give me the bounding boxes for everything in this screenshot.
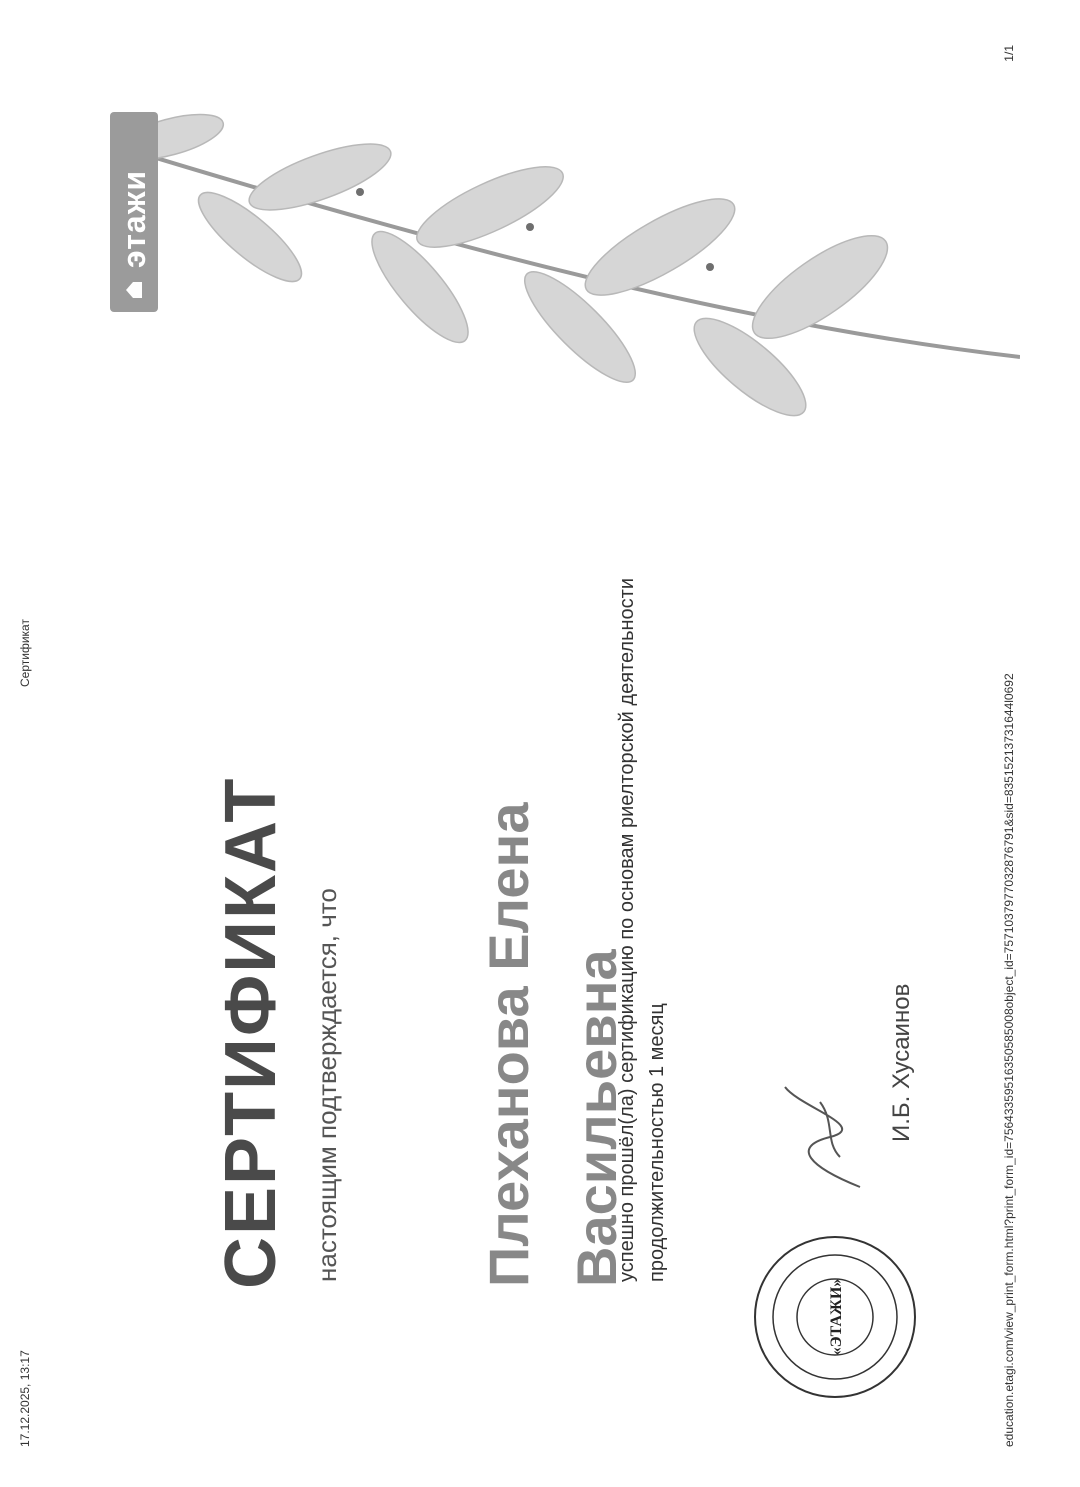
logo-text: этажи: [115, 169, 152, 268]
signature: [770, 1077, 880, 1197]
print-title: Сертификат: [18, 619, 32, 687]
print-url: education.etagi.com/view_print_form.html?print_form_id=75643359516350585008object_id=7571037977032876791&sid=83515213731644l0692: [1002, 673, 1016, 1447]
signer-name: И.Б. Хусаинов: [888, 983, 915, 1142]
print-datetime: 17.12.2025, 13:17: [18, 1350, 32, 1447]
certificate-body: успешно прошёл(ла) сертификацию по основам риелторской деятельности продолжительностью 1 месяц: [616, 577, 668, 1282]
house-icon: [124, 280, 144, 300]
recipient-name: Плеханова Елена Васильевна: [477, 802, 628, 1287]
svg-text:«ЭТАЖИ»: «ЭТАЖИ»: [828, 1278, 845, 1356]
company-seal: [750, 1232, 920, 1402]
etagi-logo: [110, 112, 158, 312]
leaf-branch-illustration: [60, 7, 1020, 477]
page-number: 1/1: [1002, 45, 1016, 62]
certificate-title: СЕРТИФИКАТ: [211, 776, 291, 1289]
certificate-subtitle: настоящим подтверждается, что: [312, 888, 342, 1282]
